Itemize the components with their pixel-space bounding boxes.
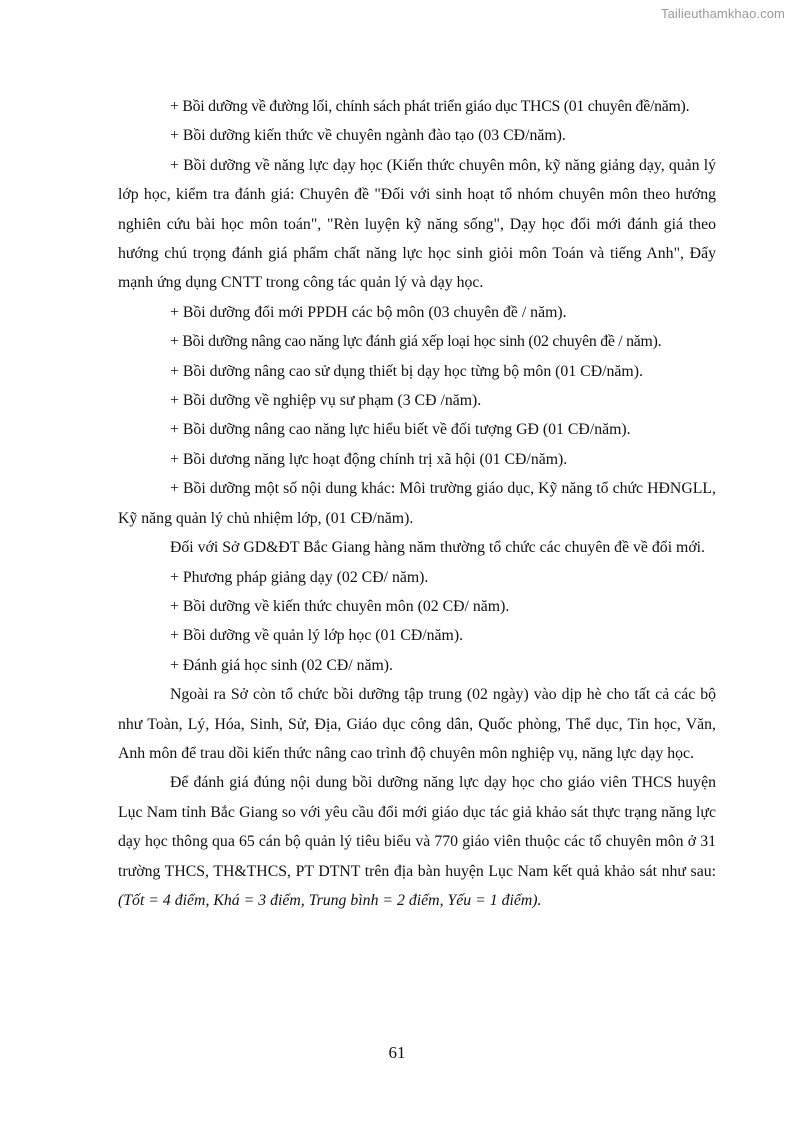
paragraph-ppdh-innovation: + Bồi dưỡng đổi mới PPDH các bộ môn (03 chuyên đề / năm). (170, 303, 567, 321)
paragraph-pedagogy: + Bồi dưỡng về nghiệp vụ sư phạm (3 CĐ /năm). (170, 392, 482, 410)
paragraph-survey-intro (118, 768, 716, 915)
paragraph-subject-knowledge: + Bồi dưỡng về kiến thức chuyên môn (02 CĐ/ năm). (170, 597, 510, 615)
paragraph-student-understanding: + Bồi dưỡng nâng cao năng lực hiểu biết về đối tượng GĐ (01 CĐ/năm). (170, 421, 631, 439)
paragraph-department-topics: Đối với Sở GD&ĐT Bắc Giang hàng năm thường tổ chức các chuyên đề về đổi mới. (170, 539, 706, 557)
paragraph-student-evaluation: + Đánh giá học sinh (02 CĐ/ năm). (170, 656, 394, 674)
page-body (118, 92, 716, 915)
paragraph-specialty-knowledge: + Bồi dưỡng kiến thức về chuyên ngành đào tạo (03 CĐ/năm). (170, 127, 566, 145)
watermark: Tailieuthamkhao.com (660, 6, 785, 21)
survey-scale-note: (Tốt = 4 điểm, Khá = 3 điểm, Trung bình = 2 điểm, Yếu = 1 điểm). (118, 891, 542, 909)
page-number: 61 (388, 1043, 406, 1062)
paragraph-teaching-equipment: + Bồi dưỡng nâng cao sử dụng thiết bị dạy học từng bộ môn (01 CĐ/năm). (170, 362, 643, 380)
paragraph-policy-training: + Bồi dưỡng về đường lối, chính sách phát triển giáo dục THCS (01 chuyên đề/năm). (170, 98, 690, 115)
survey-intro-text: Để đánh giá đúng nội dung bồi dưỡng năng lực dạy học cho giáo viên THCS huyện Lục Nam tỉnh Bắc Giang so với yêu cầu đổi mới giáo dục tác giả khảo sát thực trạng năng lực dạy học thông qua 65 cán bộ quản lý tiêu biểu và 770 giáo viên thuộc các tổ chuyên môn ở 31 trường THCS, TH&THCS, PT DTNT trên địa bàn huyện Lục Nam kết quả khảo sát như sau: (118, 774, 716, 880)
paragraph-teaching-methods: + Phương pháp giảng dạy (02 CĐ/ năm). (170, 568, 429, 586)
paragraph-political-social: + Bồi dương năng lực hoạt động chính trị xã hội (01 CĐ/năm). (170, 450, 568, 468)
paragraph-other-content: + Bồi dưỡng một số nội dung khác: Môi trường giáo dục, Kỹ năng tổ chức HĐNGLL, Kỹ năng quản lý chủ nhiệm lớp, (01 CĐ/năm). (118, 480, 716, 527)
paragraph-teaching-capacity: + Bồi dưỡng về năng lực dạy học (Kiến thức chuyên môn, kỹ năng giảng dạy, quản lý lớp học, kiểm tra đánh giá: Chuyên đề "Đối với sinh hoạt tổ nhóm chuyên môn theo hướng nghiên cứu bài học môn toán", "Rèn luyện kỹ năng sống", Dạy học đổi mới đánh giá theo hướng chú trọng đánh giá phẩm chất năng lực học sinh giỏi môn Toán và tiếng Anh", Đẩy mạnh ứng dụng CNTT trong công tác quản lý và dạy học. (118, 156, 716, 292)
paragraph-class-management: + Bồi dưỡng về quản lý lớp học (01 CĐ/năm). (170, 627, 464, 645)
paragraph-summer-training: Ngoài ra Sở còn tổ chức bồi dưỡng tập trung (02 ngày) vào dịp hè cho tất cả các bộ như Toàn, Lý, Hóa, Sinh, Sử, Địa, Giáo dục công dân, Quốc phòng, Thể dục, Tin học, Văn, Anh môn để trau dồi kiến thức nâng cao trình độ chuyên môn nghiệp vụ, năng lực dạy học. (118, 686, 716, 762)
paragraph-student-assessment: + Bồi dưỡng nâng cao năng lực đánh giá xếp loại học sinh (02 chuyên đề / năm). (170, 333, 662, 351)
